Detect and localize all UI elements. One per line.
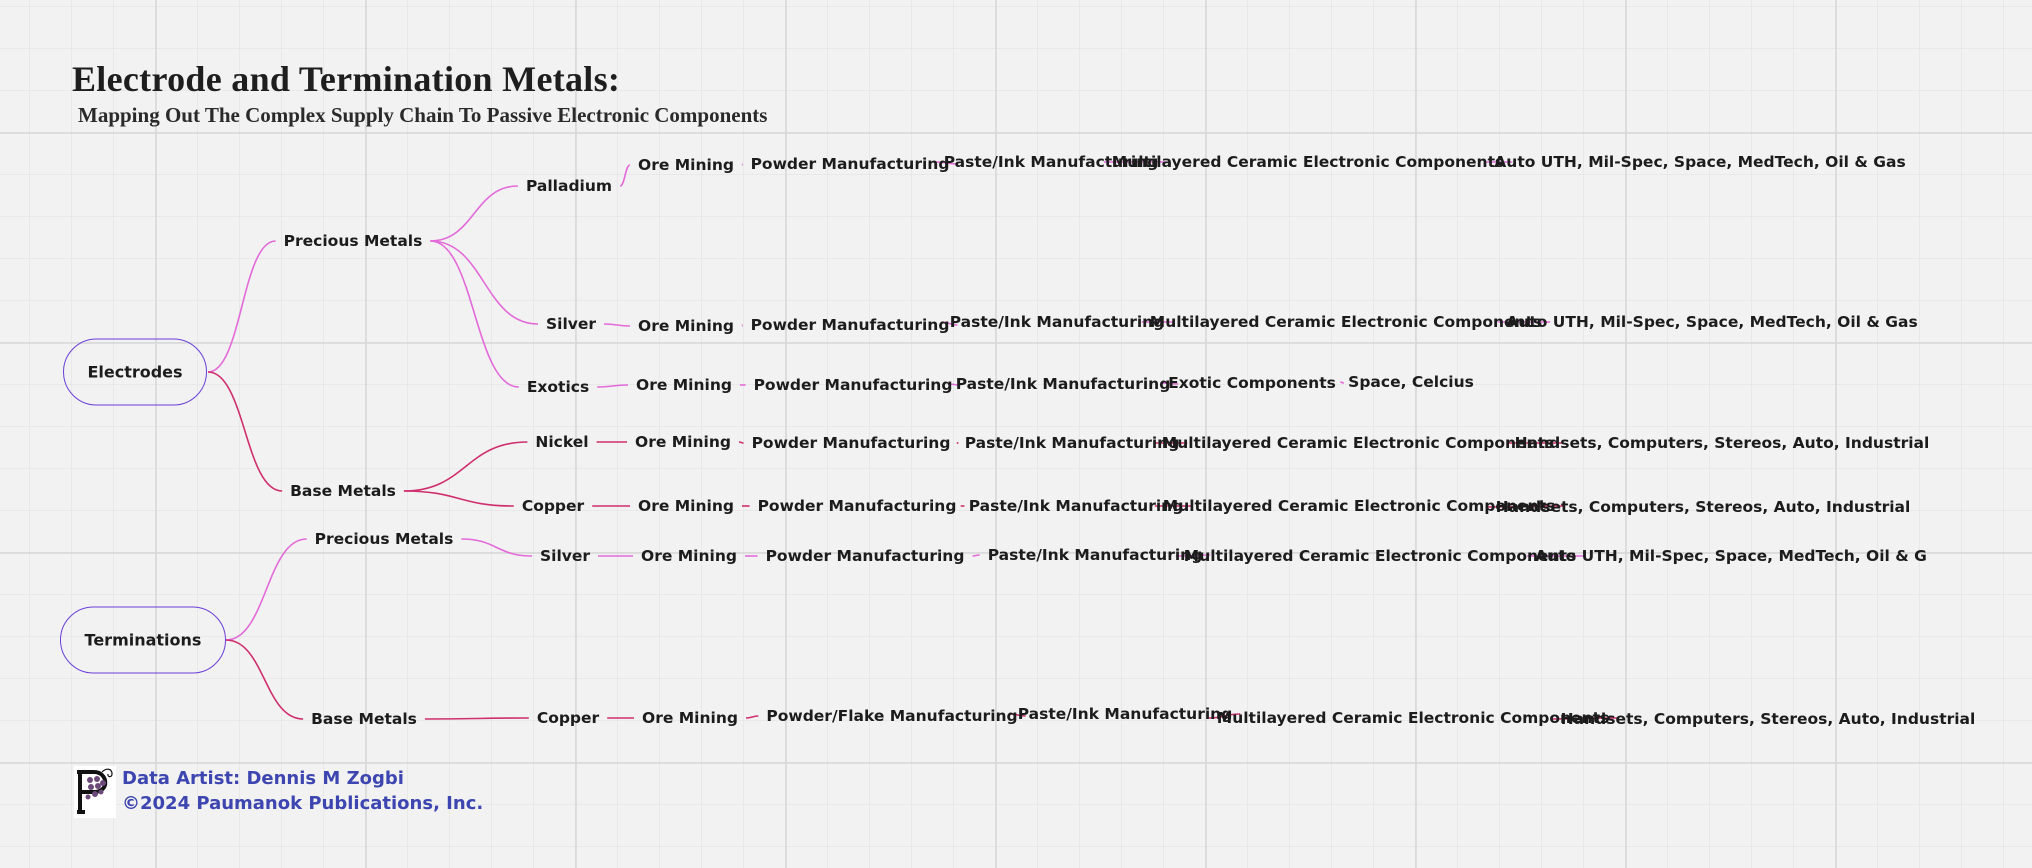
credits-block — [74, 766, 483, 818]
link-step — [739, 442, 744, 443]
category-node-base-metals[interactable]: Base Metals — [311, 710, 417, 728]
link-category-to-metal — [404, 442, 528, 491]
root-label: Electrodes — [87, 362, 183, 382]
link-step — [1340, 382, 1344, 383]
step-node-powder-manufacturing[interactable]: Powder Manufacturing — [765, 547, 965, 565]
step-node-multilayered-ceramic-electronic-components[interactable]: Multilayered Ceramic Electronic Components — [1161, 434, 1555, 452]
step-node-paste-ink-manufacturing[interactable]: Paste/Ink Manufacturing — [1017, 705, 1233, 723]
link-category-to-metal — [461, 539, 532, 556]
step-node-powder-manufacturing[interactable]: Powder Manufacturing — [757, 497, 957, 515]
category-node-precious-metals[interactable]: Precious Metals — [314, 530, 454, 548]
step-node-ore-mining[interactable]: Ore Mining — [636, 376, 732, 394]
step-node-space-celcius[interactable]: Space, Celcius — [1348, 373, 1474, 391]
category-node-base-metals[interactable]: Base Metals — [290, 482, 396, 500]
link-root-to-category — [208, 372, 282, 491]
step-node-paste-ink-manufacturing[interactable]: Paste/Ink Manufacturing — [964, 434, 1180, 452]
step-node-handsets-computers-stereos-auto-industrial[interactable]: Handsets, Computers, Stereos, Auto, Industrial — [1514, 434, 1930, 452]
metal-node-exotics[interactable]: Exotics — [526, 378, 590, 396]
page-title: Electrode and Termination Metals: — [72, 59, 621, 99]
paumanok-p-logo-icon — [74, 766, 116, 818]
link-category-to-metal — [430, 241, 538, 324]
link-step — [597, 385, 628, 387]
step-node-handsets-computers-stereos-auto-industrial[interactable]: Handsets, Computers, Stereos, Auto, Industrial — [1560, 710, 1976, 728]
step-node-powder-manufacturing[interactable]: Powder Manufacturing — [750, 155, 950, 173]
metal-node-copper[interactable]: Copper — [521, 497, 585, 515]
credits-text — [122, 766, 483, 816]
step-node-auto-uth-mil-spec-space-medtech-oil-g[interactable]: Auto UTH, Mil-Spec, Space, MedTech, Oil & G — [1535, 547, 1927, 565]
step-node-multilayered-ceramic-electronic-components[interactable]: Multilayered Ceramic Electronic Components — [1183, 547, 1577, 565]
step-node-multilayered-ceramic-electronic-components[interactable]: Multilayered Ceramic Electronic Components — [1162, 497, 1556, 515]
step-node-ore-mining[interactable]: Ore Mining — [641, 547, 737, 565]
metal-node-palladium[interactable]: Palladium — [525, 177, 613, 195]
metal-node-nickel[interactable]: Nickel — [535, 433, 589, 451]
link-step — [742, 325, 743, 326]
step-node-powder-manufacturing[interactable]: Powder Manufacturing — [753, 376, 953, 394]
metal-node-silver[interactable]: Silver — [545, 315, 597, 333]
step-node-powder-manufacturing[interactable]: Powder Manufacturing — [751, 434, 951, 452]
step-node-auto-uth-mil-spec-space-medtech-oil-gas[interactable]: Auto UTH, Mil-Spec, Space, MedTech, Oil & Gas — [1494, 153, 1906, 171]
link-step — [604, 324, 630, 326]
step-node-ore-mining[interactable]: Ore Mining — [642, 709, 738, 727]
step-node-paste-ink-manufacturing[interactable]: Paste/Ink Manufacturing — [968, 497, 1184, 515]
link-root-to-category — [226, 640, 303, 719]
link-step — [972, 555, 979, 556]
link-step — [742, 164, 743, 165]
step-node-paste-ink-manufacturing[interactable]: Paste/Ink Manufacturing — [955, 375, 1171, 393]
step-node-ore-mining[interactable]: Ore Mining — [635, 433, 731, 451]
step-node-ore-mining[interactable]: Ore Mining — [638, 156, 734, 174]
metal-node-copper[interactable]: Copper — [536, 709, 600, 727]
step-node-handsets-computers-stereos-auto-industrial[interactable]: Handsets, Computers, Stereos, Auto, Industrial — [1495, 498, 1911, 516]
step-node-paste-ink-manufacturing[interactable]: Paste/Ink Manufacturing — [987, 546, 1203, 564]
step-node-paste-ink-manufacturing[interactable]: Paste/Ink Manufacturing — [943, 153, 1159, 171]
step-node-multilayered-ceramic-electronic-components[interactable]: Multilayered Ceramic Electronic Components — [1216, 709, 1610, 727]
step-node-auto-uth-mil-spec-space-medtech-oil-gas[interactable]: Auto UTH, Mil-Spec, Space, MedTech, Oil & Gas — [1506, 313, 1918, 331]
step-node-paste-ink-manufacturing[interactable]: Paste/Ink Manufacturing — [949, 313, 1165, 331]
step-node-powder-manufacturing[interactable]: Powder Manufacturing — [750, 316, 950, 334]
page-subtitle: Mapping Out The Complex Supply Chain To Passive Electronic Components — [78, 103, 768, 127]
link-category-to-metal — [425, 718, 529, 719]
link-root-to-category — [208, 241, 276, 372]
step-node-exotic-components[interactable]: Exotic Components — [1168, 374, 1336, 392]
link-step — [620, 165, 630, 186]
step-node-ore-mining[interactable]: Ore Mining — [638, 497, 734, 515]
link-step — [746, 716, 758, 718]
link-category-to-metal — [430, 241, 518, 387]
category-node-precious-metals[interactable]: Precious Metals — [283, 232, 423, 250]
credit-copyright: ©2024 Paumanok Publications, Inc. — [122, 793, 484, 814]
root-node-terminations[interactable] — [60, 607, 226, 674]
root-node-electrodes[interactable] — [63, 339, 207, 406]
step-node-multilayered-ceramic-electronic-components[interactable]: Multilayered Ceramic Electronic Components — [1111, 153, 1505, 171]
step-node-multilayered-ceramic-electronic-components[interactable]: Multilayered Ceramic Electronic Components — [1149, 313, 1543, 331]
link-category-to-metal — [404, 491, 514, 506]
link-category-to-metal — [430, 186, 518, 241]
credit-artist: Data Artist: Dennis M Zogbi — [122, 768, 404, 789]
metal-node-silver[interactable]: Silver — [539, 547, 591, 565]
step-node-powder-flake-manufacturing[interactable]: Powder/Flake Manufacturing — [766, 707, 1018, 725]
link-root-to-category — [226, 539, 307, 640]
step-node-ore-mining[interactable]: Ore Mining — [638, 317, 734, 335]
root-label: Terminations — [84, 630, 202, 650]
